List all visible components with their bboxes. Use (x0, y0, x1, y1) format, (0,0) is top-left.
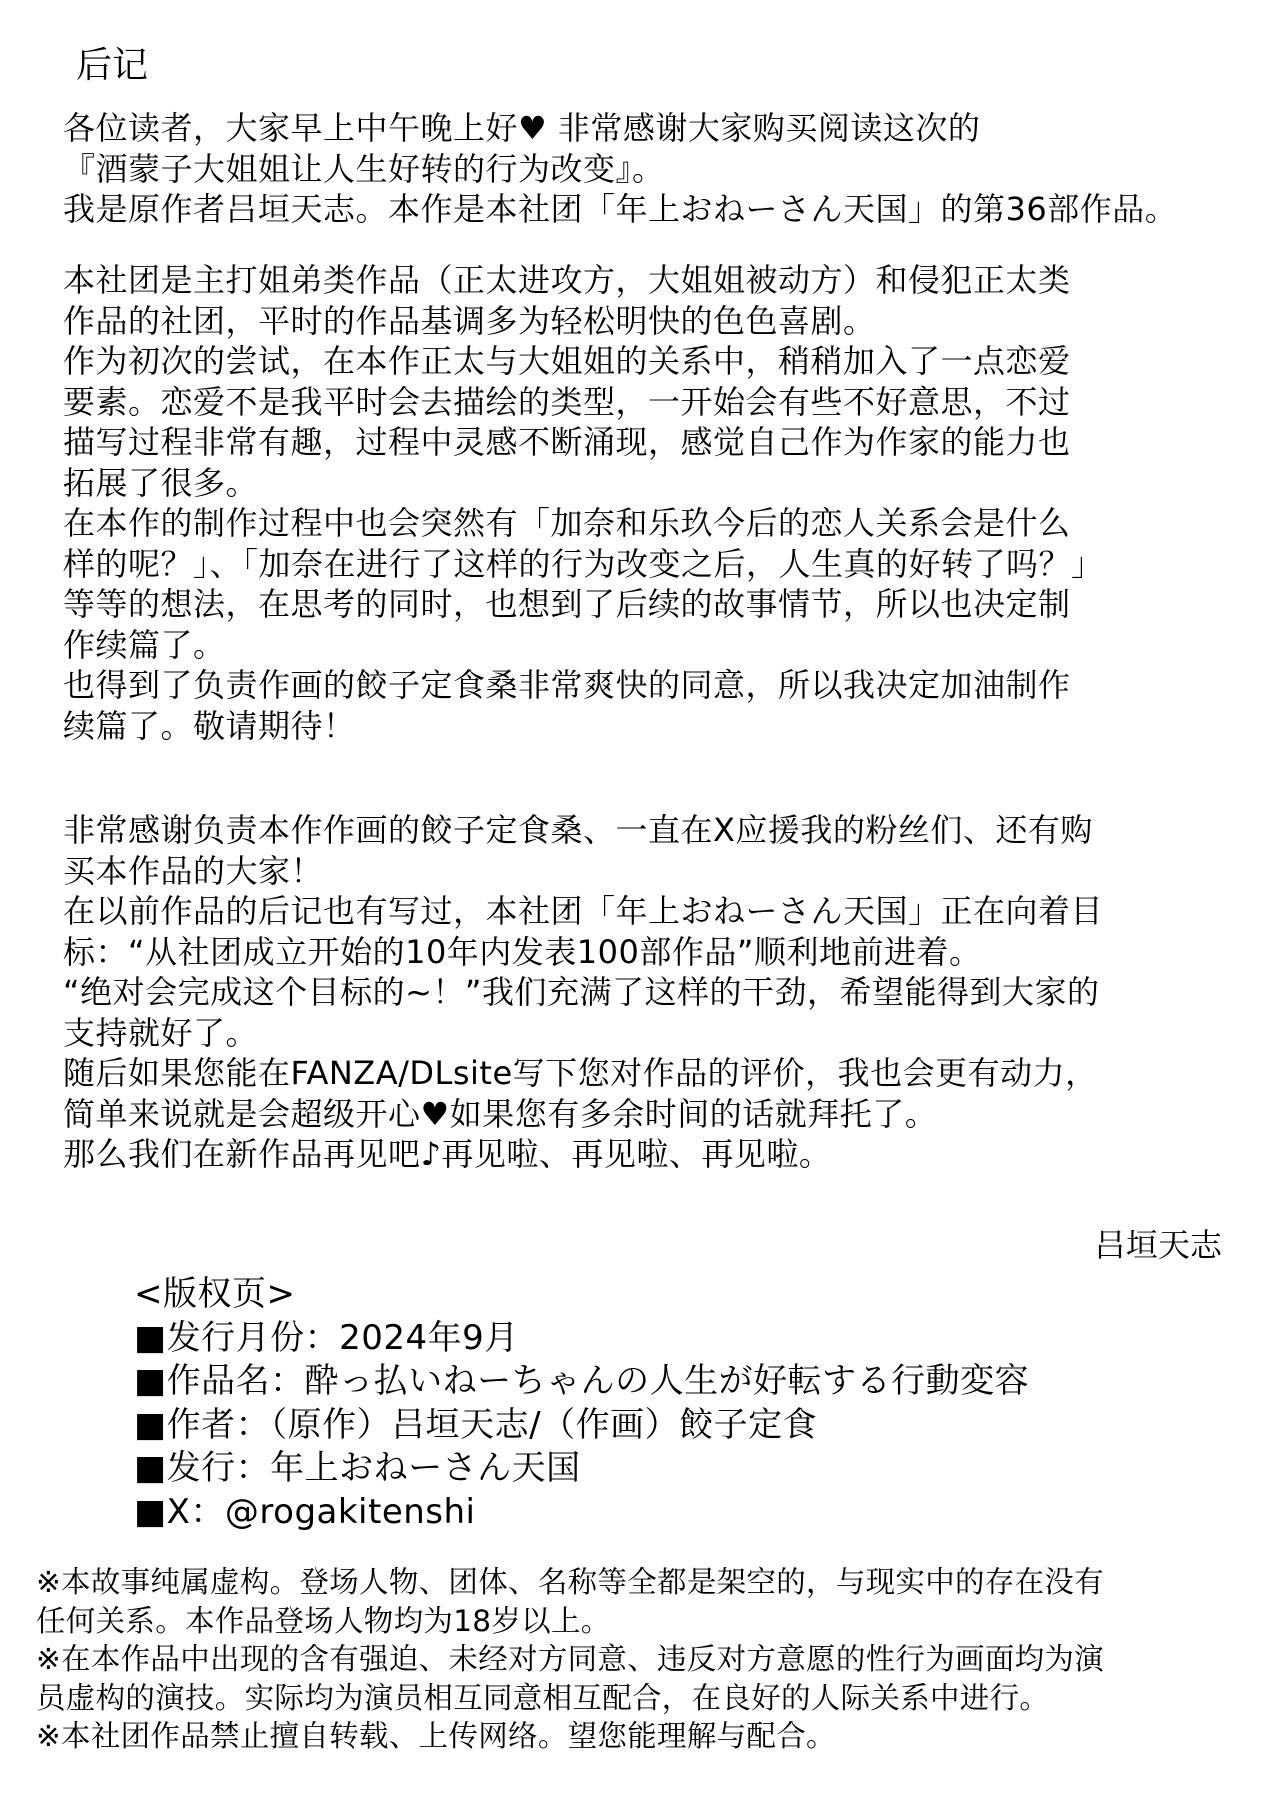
text-line: 本社团是主打姐弟类作品（正太进攻方，大姐姐被动方）和侵犯正太类 (63, 261, 1071, 299)
page-title: 后记 (76, 45, 149, 86)
text-line: 描写过程非常有趣，过程中灵感不断涌现，感觉自己作为作家的能力也 (63, 423, 1071, 461)
text-line: 各位读者，大家早上中午晚上好♥ 非常感谢大家购买阅读这次的 (63, 109, 981, 147)
text-line: 样的呢？」、「加奈在进行了这样的行为改变之后，人生真的好转了吗？」 (63, 544, 1104, 583)
text-line: 标：“从社团成立开始的10年内发表100部作品”顺利地前进着。 (63, 932, 982, 971)
text-line: 也得到了负责作画的餃子定食桑非常爽快的同意，所以我决定加油制作 (63, 666, 1071, 704)
text-line: 随后如果您能在FANZA/DLsite写下您对作品的评价，我也会更有动力， (63, 1054, 1098, 1092)
text-line: “绝对会完成这个目标的~！”我们充满了这样的干劲，希望能得到大家的 (63, 973, 1100, 1011)
text-line: 作续篇了。 (63, 625, 226, 664)
copyright-authors: ■作者：（原作）吕垣天志/（作画）餃子定食 (134, 1404, 818, 1445)
text-line: 我是原作者吕垣天志。本作是本社团「年上おねーさん天国」的第36部作品。 (63, 190, 1178, 228)
disclaimer-line: ※本故事纯属虚构。登场人物、团体、名称等全都是架空的，与现实中的存在没有 (36, 1565, 1105, 1599)
copyright-work-title: ■作品名：酔っ払いねーちゃんの人生が好転する行動変容 (134, 1361, 1030, 1401)
text-line: 买本作品的大家！ (63, 851, 324, 890)
copyright-release-date: ■发行月份：2024年9月 (134, 1317, 519, 1358)
text-line: 在以前作品的后记也有写过，本社团「年上おねーさん天国」正在向着目 (63, 892, 1104, 930)
text-line: 续篇了。敬请期待！ (63, 706, 356, 745)
disclaimer-notes (36, 1563, 1256, 1756)
text-line: 在本作的制作过程中也会突然有「加奈和乐玖今后的恋人关系会是什么 (63, 504, 1071, 542)
disclaimer-line: ※本社团作品禁止擅自转载、上传网络。望您能理解与配合。 (36, 1719, 836, 1754)
afterword-paragraph-greeting (63, 108, 1253, 230)
afterword-paragraph-about (63, 260, 1253, 746)
text-line: 支持就好了。 (63, 1013, 259, 1052)
author-signature: 吕垣天志 (1093, 1226, 1222, 1264)
text-line: 简单来说就是会超级开心♥如果您有多余时间的话就拜托了。 (63, 1094, 938, 1133)
copyright-publisher: ■发行：年上おねーさん天国 (134, 1448, 581, 1488)
text-line: 『酒蒙子大姐姐让人生好转的行为改变』。 (63, 149, 665, 188)
disclaimer-line: ※在本作品中出现的含有强迫、未经对方同意、违反对方意愿的性行为画面均为演 (36, 1642, 1105, 1677)
disclaimer-line: 员虚构的演技。实际均为演员相互同意相互配合，在良好的人际关系中进行。 (36, 1680, 1050, 1715)
copyright-x-account: ■X：@rogakitenshi (134, 1491, 476, 1532)
text-line: 要素。恋爱不是我平时会去描绘的类型，一开始会有些不好意思，不过 (63, 382, 1071, 421)
afterword-paragraph-thanks (63, 810, 1253, 1175)
copyright-title: <版权页> (134, 1274, 296, 1314)
text-line: 等等的想法，在思考的同时，也想到了后续的故事情节，所以也决定制 (63, 585, 1071, 623)
disclaimer-line: 任何关系。本作品登场人物均为18岁以上。 (36, 1603, 611, 1638)
text-line: 作为初次的尝试，在本作正太与大姐姐的关系中，稍稍加入了一点恋爱 (63, 342, 1071, 380)
text-line: 作品的社团，平时的作品基调多为轻松明快的色色喜剧。 (63, 301, 876, 340)
text-line: 非常感谢负责本作作画的餃子定食桑、一直在X应援我的粉丝们、还有购 (63, 811, 1093, 849)
text-line: 那么我们在新作品再见吧♪再见啦、再见啦、再见啦。 (63, 1135, 832, 1173)
text-line: 拓展了很多。 (63, 463, 259, 502)
copyright-block (134, 1273, 1134, 1534)
